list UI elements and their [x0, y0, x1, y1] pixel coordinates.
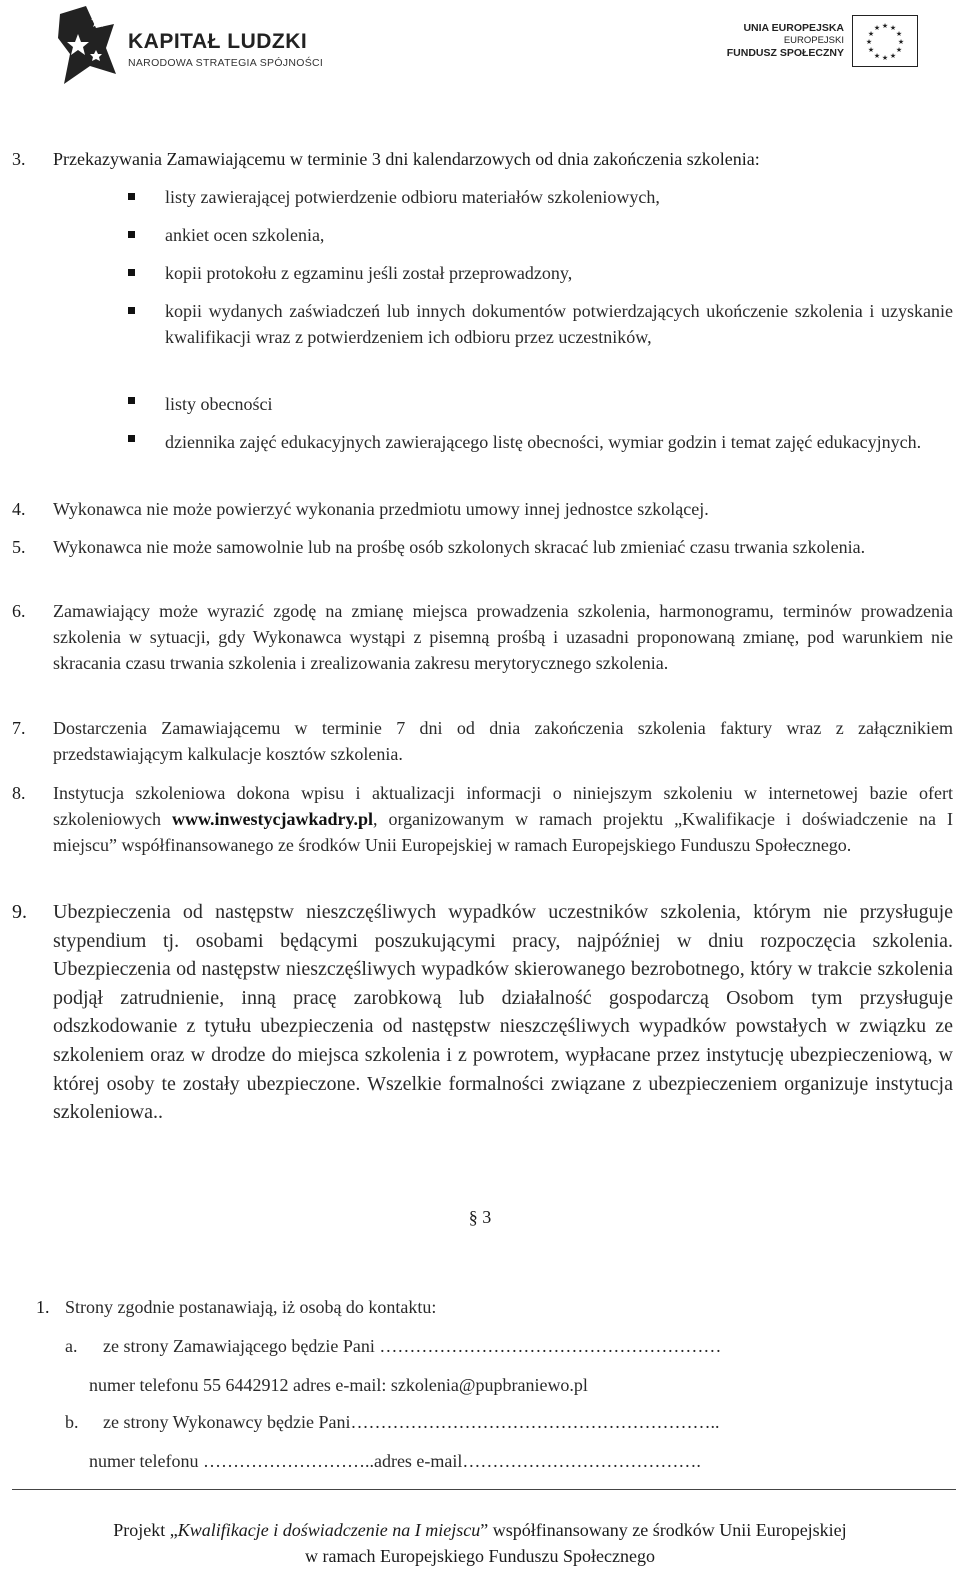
- svg-text:★: ★: [867, 30, 875, 38]
- svg-text:★: ★: [889, 52, 897, 60]
- bullet-text: listy obecności: [165, 394, 273, 414]
- logo-subtitle: NARODOWA STRATEGIA SPÓJNOŚCI: [128, 57, 324, 69]
- eu-line2: EUROPEJSKI: [783, 35, 844, 46]
- eu-label: [727, 22, 844, 60]
- section-heading: § 3: [468, 1207, 492, 1227]
- item-number: 6.: [12, 601, 26, 621]
- svg-text:★: ★: [895, 46, 903, 54]
- website-link[interactable]: www.inwestycjawkadry.pl: [171, 809, 373, 829]
- bullet-text: kopii wydanych zaświadczeń lub innych dokumentów potwierdzających ukończenie szkolenia i uzyskanie kwalifikacji wraz z potwierdzeniem ich odbioru przez uczestników,: [165, 301, 953, 347]
- bullet-icon: [128, 397, 135, 404]
- bullet-icon: [128, 269, 135, 276]
- footer-line1: [0, 1517, 960, 1543]
- item-number: 4.: [12, 499, 26, 519]
- contact-b-phone: numer telefonu ………………………..adres e-mail………………………………….: [89, 1451, 701, 1471]
- bullet-text: dziennika zajęć edukacyjnych zawierającego listę obecności, wymiar godzin i temat zajęć edukacyjnych.: [165, 432, 922, 452]
- footer-line1-before: Projekt „: [113, 1520, 178, 1540]
- item-text-after: , organizowanym w ramach projektu „Kwalifikacje i doświadczenie na I miejscu” współfinansowanego ze środków Unii Europejskiej w ramach Europejskiego Funduszu Społecznego.: [53, 809, 953, 855]
- contact-b-text: ze strony Wykonawcy będzie Pani……………………………………………………..: [103, 1412, 720, 1432]
- contact-intro: Strony zgodnie postanawiają, iż osobą do kontaktu:: [65, 1297, 437, 1317]
- svg-text:★: ★: [867, 46, 875, 54]
- footer-line1-after: ” współfinansowany ze środków Unii Europejskiej: [480, 1520, 847, 1540]
- bullet-icon: [128, 193, 135, 200]
- contact-a-text: ze strony Zamawiającego będzie Pani …………………………………………………: [103, 1336, 722, 1356]
- svg-text:★: ★: [897, 38, 905, 46]
- bullet-text: listy zawierającej potwierdzenie odbioru materiałów szkoleniowych,: [165, 187, 660, 207]
- bullet-icon: [128, 231, 135, 238]
- bullet-text: kopii protokołu z egzaminu jeśli został przeprowadzony,: [165, 263, 573, 283]
- bullet-icon: [128, 307, 135, 314]
- item-text: [53, 780, 953, 858]
- contact-number: 1.: [36, 1297, 50, 1317]
- item-text: Ubezpieczenia od następstw nieszczęśliwych wypadków uczestników szkolenia, którym nie przysługuje stypendium tj. osobami będącymi poszukującymi pracy, najpóźniej w dniu rozpoczęcia szkolenia. Ubezpieczenia od następstw nieszczęśliwych wypadków skierowanego bezrobotnego, który w trakcie szkolenia podjął zatrudnienie, inną pracę zarobkową lub działalność gospodarczą Osobom tym przysługuje odszkodowanie z tytułu ubezpieczenia od następstw nieszczęśliwych wypadków powstałych w związku ze szkoleniem oraz w drodze do miejsca szkolenia i z powrotem, wypłacane przez instytucję ubezpieczeniową, w której osoby te zostały ubezpieczone. Wszelkie formalności związane z ubezpieczeniem organizuje instytucja szkoleniowa..: [53, 901, 953, 1124]
- bullet-text: ankiet ocen szkolenia,: [165, 225, 325, 245]
- eu-flag-icon: [852, 15, 918, 67]
- contact-a-phone: numer telefonu 55 6442912 adres e-mail: szkolenia@pupbraniewo.pl: [89, 1375, 588, 1395]
- kapital-ludzki-logo-icon: [56, 4, 118, 86]
- svg-text:★: ★: [881, 54, 889, 62]
- svg-text:★: ★: [895, 30, 903, 38]
- item-text: Wykonawca nie może powierzyć wykonania przedmiotu umowy innej jednostce szkolącej.: [53, 499, 709, 519]
- contact-b-label: b.: [65, 1412, 79, 1432]
- logo-title: KAPITAŁ LUDZKI: [128, 30, 308, 53]
- item-text: Zamawiający może wyrazić zgodę na zmianę miejsca prowadzenia szkolenia, harmonogramu, terminów prowadzenia szkolenia w sytuacji, gdy Wykonawca wystąpi z pisemną prośbą i uzasadni proponowaną zmianę, pod warunkiem nie skracania czasu trwania szkolenia i zrealizowania zakresu merytorycznego szkolenia.: [53, 601, 953, 673]
- contact-a-label: a.: [65, 1336, 78, 1356]
- svg-text:★: ★: [889, 24, 897, 32]
- svg-text:★: ★: [865, 38, 873, 46]
- item-text: Przekazywania Zamawiającemu w terminie 3 dni kalendarzowych od dnia zakończenia szkolenia:: [53, 149, 760, 169]
- bullet-icon: [128, 435, 135, 442]
- svg-text:★: ★: [873, 52, 881, 60]
- item-number: 7.: [12, 718, 26, 738]
- svg-text:★: ★: [881, 22, 889, 30]
- item-text: Wykonawca nie może samowolnie lub na prośbę osób szkolonych skracać lub zmieniać czasu trwania szkolenia.: [53, 537, 866, 557]
- footer-divider: [12, 1489, 956, 1490]
- footer-project-title: Kwalifikacje i doświadczenie na I miejscu: [177, 1520, 481, 1540]
- eu-line3: FUNDUSZ SPOŁECZNY: [726, 47, 844, 59]
- item-number: 3.: [12, 149, 26, 169]
- eu-line1: UNIA EUROPEJSKA: [743, 22, 844, 34]
- item-number: 8.: [12, 783, 26, 803]
- item-text-before: Instytucja szkoleniowa dokona wpisu i aktualizacji informacji o niniejszym szkoleniu w internetowej bazie ofert szkoleniowych: [53, 783, 953, 829]
- footer-line2: w ramach Europejskiego Funduszu Społecznego: [305, 1546, 655, 1566]
- svg-text:★: ★: [873, 24, 881, 32]
- item-number: 5.: [12, 537, 26, 557]
- item-text: Dostarczenia Zamawiającemu w terminie 7 dni od dnia zakończenia szkolenia faktury wraz z załącznikiem przedstawiającym kalkulacje kosztów szkolenia.: [53, 718, 953, 764]
- item-number: 9.: [12, 901, 27, 923]
